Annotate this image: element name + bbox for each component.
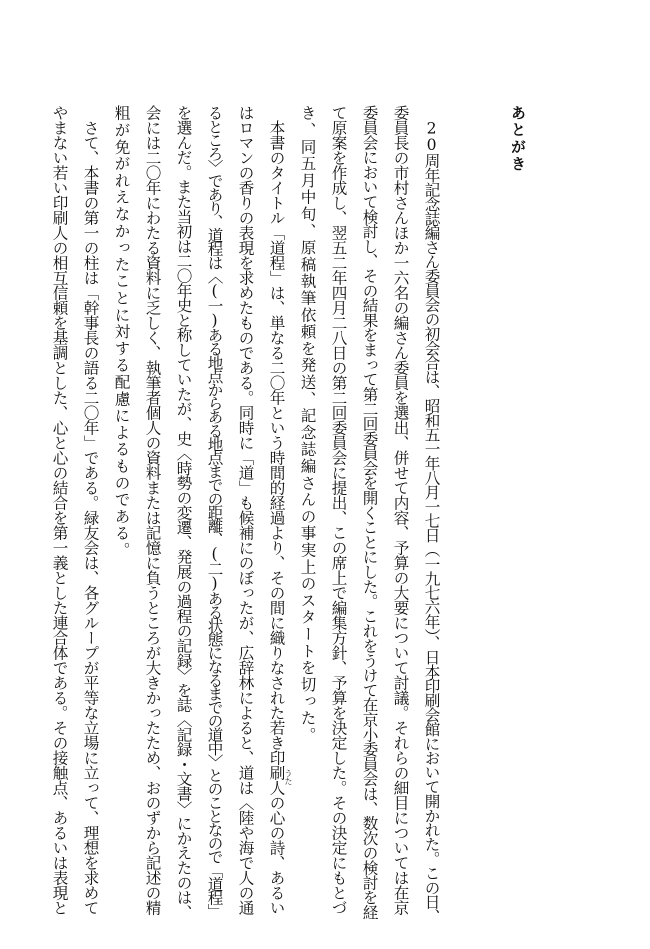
text-line: 本書のタイトル「道程」は、単なる二〇年という時間的経過より、その間に織りなされた若き印刷人の心の詩、あるい xyxy=(267,105,286,915)
text-line: るところ〉であり、道程は〈(一)ある地点からある地点までの距離、(二)ある状態になるまでの道中〉とのことなので「道程」 xyxy=(205,105,224,917)
text-line: て原案を作成し、翌五二年四月二八日の第二回委員会に提出、この席上で編集方針、予算を決定した。その決定にもとづ xyxy=(329,105,348,915)
text-line: を選んだ。また当初は二〇年史と称していたが、史〈時勢の変遷、発展の過程の記録〉を誌〈記録・文書〉にかえたのは、 xyxy=(174,105,193,920)
text-line: 粗が免がれえなかったことに対する配慮によるものである。 xyxy=(112,105,131,559)
text-line: 委員会において検討し、その結果をまって第二回委員会を開くことにした。これをうけて在京小委員会は、数次の検討を経 xyxy=(360,105,379,920)
text-line: 20周年記念誌編さん委員会の初会合は、昭和五一年八月一七日（一九七六年）、日本印刷会館において開かれた。この日、 xyxy=(422,105,441,923)
text-line: 会には二〇年にわたる資料に乏しく、執筆者個人の資料または記憶に負うところが大きかったため、おのずから記述の精 xyxy=(143,105,162,915)
text-line: 委員長の市村さんほか一六名の編さん委員を選出、併せて内容、予算の大要について討議。それらの細目については在京 xyxy=(391,105,410,915)
ruby-annotation: うた xyxy=(284,769,293,785)
text-line: さて、本書の第一の柱は「幹事長の語る二〇年」である。緑友会は、各グループが平等な立場に立って、理想を求めて xyxy=(81,105,100,915)
text-line: やまない若い印刷人の相互信頼を基調とした、心と心の結合を第一義とした連合体である。その接触点、あるいは表現と xyxy=(50,105,69,915)
text-line: き、同五月中旬、原稿執筆依頼を発送、記念誌編さんの事実上のスタートを切った。 xyxy=(298,105,317,744)
page-title: あとがき xyxy=(509,105,527,173)
text-line: はロマンの香りの表現を求めたものである。同時に「道」も候補にのぼったが、広辞林によると、道は〈陸や海で人の通 xyxy=(236,105,255,915)
